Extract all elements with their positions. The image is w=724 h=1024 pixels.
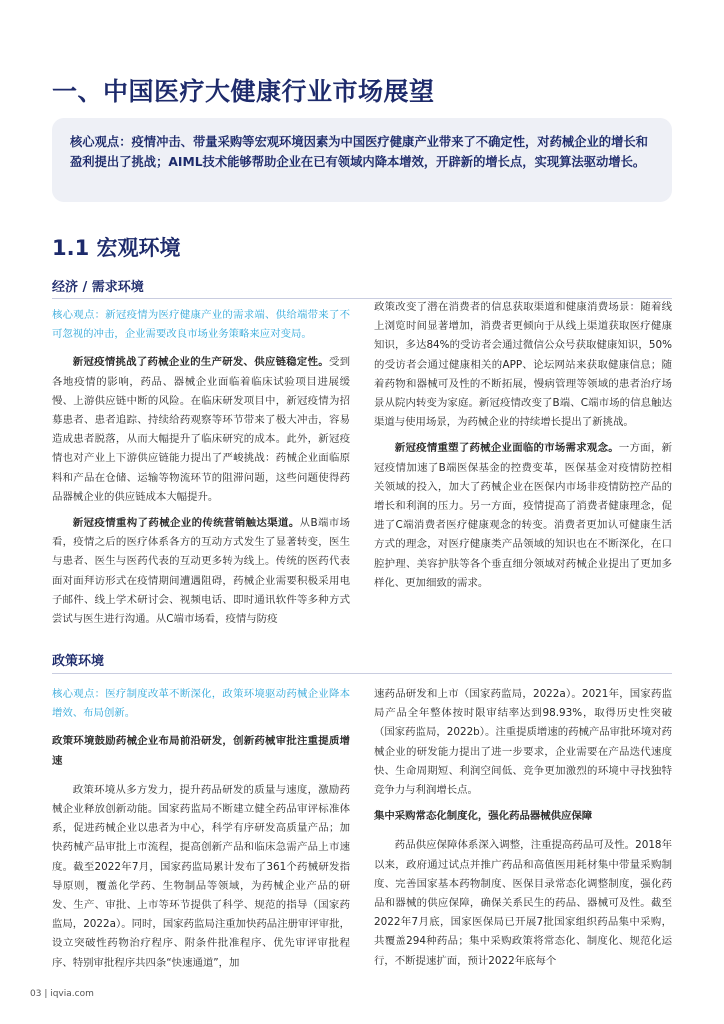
economy-p1-lead: 新冠疫情挑战了药械企业的生产研发、供应链稳定性。 xyxy=(72,356,329,369)
policy-right-column xyxy=(374,685,672,978)
core-view-text: 核心观点：疫情冲击、带量采购等宏观环境因素为中国医疗健康产业带来了不确定性，对药械企业的增长和盈利提出了挑战；AIML技术能够帮助企业在已有领域内降本增效，开辟新的增长点，实现算法驱动增长。 xyxy=(70,135,648,169)
economy-heading: 经济 / 需求环境 xyxy=(52,280,144,295)
economy-highlight: 核心观点：新冠疫情为医疗健康产业的需求端、供给端带来了不可忽视的冲击，企业需要改良市场业务策略来应对变局。 xyxy=(52,309,350,341)
policy-subheading-2: 集中采购常态化制度化，强化药品器械供应保障 xyxy=(374,810,593,823)
economy-p1-body: 受到各地疫情的影响，药品、器械企业面临着临床试验项目进展缓慢、上游供应链中断的风险。在临床研发项目中，新冠疫情为招募患者、患者追踪、持续给药观察等环节带来了极大冲击，容易造成患者脱落，从而大幅提升了临床研究的成本。此外，新冠疫情也对产业上下游供应链能力提出了严峻挑战：药械企业面临原料和产品在仓储、运输等物流环节的阻滞问题，这些问题使得药品器械企业的供应链成本大幅提升。 xyxy=(52,356,351,503)
economy-right-column xyxy=(374,298,672,600)
policy-paragraph-3: 药品供应保障体系深入调整，注重提高药品可及性。2018年以来，政府通过试点并推广药品和高值医用耗材集中带量采购制度、完善国家基本药物制度、医保目录常态化调整制度，强化药品和器械的供应保障，确保关系民生的药品、器械可及性。截至2022年7月底，国家医保局已开展7批国家组织药品集中采购，共覆盖294种药品；集中采购政策将常态化、制度化、规范化运行，不断提速扩面，预计2022年底每个 xyxy=(374,839,672,967)
policy-heading: 政策环境 xyxy=(52,654,105,669)
economy-p4-lead: 新冠疫情重塑了药械企业面临的市场需求观念。 xyxy=(394,442,619,455)
policy-highlight: 核心观点：医疗制度改革不断深化，政策环境驱动药械企业降本增效、布局创新。 xyxy=(52,688,350,720)
section-title: 1.1 宏观环境 xyxy=(52,236,181,260)
economy-p4-body: 一方面，新冠疫情加速了B端医保基金的控费变革，医保基金对疫情防控相关领域的投入，加大了药械企业在医保内市场非疫情防控产品的增长和利润的压力。另一方面，疫情提高了消费者健康理念，促进了C端消费者医疗健康观念的转变。消费者更加认可健康生活方式的理念，对医疗健康类产品领域的知识也在不断深化，在口腔护理、美容护肤等各个垂直细分领域对药械企业提出了更加多样化、更加细致的需求。 xyxy=(374,442,673,589)
economy-paragraph-2 xyxy=(52,514,350,629)
policy-paragraph-2: 速药品研发和上市（国家药监局，2022a）。2021年，国家药监局产品全年整体按时限审结率达到98.93%，取得历史性突破（国家药监局，2022b）。注重提质增速的药械产品审批环境对药械企业的研发能力提出了进一步要求，企业需要在产品迭代速度快、生命周期短、利润空间低、竞争更加激烈的环境中寻找独特竞争力与利润增长点。 xyxy=(374,688,672,797)
core-view-box xyxy=(52,118,672,202)
policy-paragraph-1: 政策环境从多方发力，提升药品研发的质量与速度，激励药械企业释放创新动能。国家药监局不断建立健全药品审评标准体系，促进药械企业以患者为中心，科学有序研发高质量产品；加快药械产品审批上市流程，提高创新产品和临床急需产品上市速度。截至2022年7月，国家药监局累计发布了361个药械研发指导原则，覆盖化学药、生物制品等领域，为药械企业产品的研发、生产、审批、上市等环节提供了科学、规范的指导（国家药监局，2022a）。同时，国家药监局注重加快药品注册审评审批，设立突破性药物治疗程序、附条件批准程序、优先审评审批程序、特别审批程序共四条“快速通道”，加 xyxy=(52,783,350,969)
economy-paragraph-4 xyxy=(374,439,672,593)
economy-paragraph-3: 政策改变了潜在消费者的信息获取渠道和健康消费场景：随着线上浏览时间显著增加，消费者更倾向于从线上渠道获取医疗健康知识，多达84%的受访者会通过微信公众号获取健康知识，50%的受访者会通过健康相关的APP、论坛网站来获取健康信息；随着药物和器械可及性的不断拓展，慢病管理等领域的患者治疗场景从院内转变为家庭。新冠疫情改变了B端、C端市场的信息触达渠道与使用场景，为药械企业的持续增长提出了新挑战。 xyxy=(374,301,672,429)
policy-subheading-1: 政策环境鼓励药械企业布局前沿研发，创新药械审批注重提质增速 xyxy=(52,735,350,767)
chapter-title: 一、中国医疗大健康行业市场展望 xyxy=(52,77,435,106)
economy-p2-lead: 新冠疫情重构了药械企业的传统营销触达渠道。 xyxy=(72,517,300,530)
page-footer: 03 | iqvia.com xyxy=(30,989,94,999)
policy-divider xyxy=(52,673,672,674)
economy-p2-body: 从B端市场看，疫情之后的医疗体系各方的互动方式发生了显著转变，医生与患者、医生与医药代表的互动更多转为线上。传统的医药代表面对面拜访形式在疫情期间遭遇阻碍，药械企业需要积极采用电子邮件、线上学术研讨会、视频电话、即时通讯软件等多种方式尝试与医生进行沟通。从C端市场看，疫情与防疫 xyxy=(52,517,350,626)
policy-left-column xyxy=(52,685,350,980)
economy-paragraph-1 xyxy=(52,353,350,507)
economy-left-column xyxy=(52,306,350,636)
